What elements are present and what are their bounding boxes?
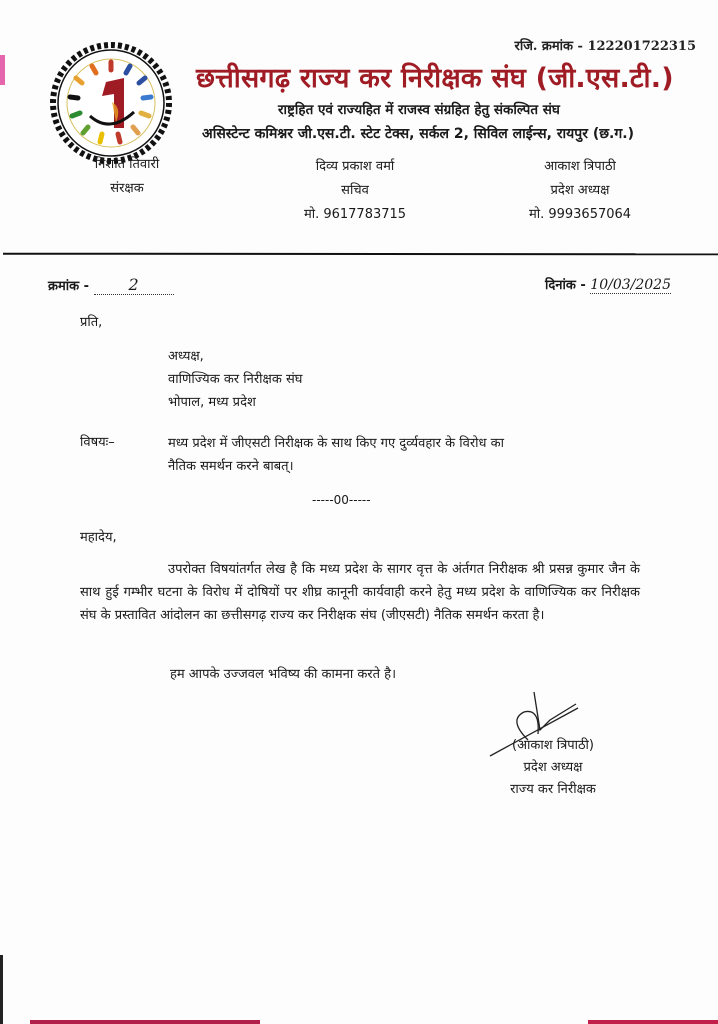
closing-line: हम आपके उज्जवल भविष्य की कामना करते है। — [170, 667, 396, 682]
subject-line: नैतिक समर्थन करने बाबत्। — [168, 459, 294, 474]
header-divider — [3, 253, 718, 256]
letter-date — [545, 275, 671, 294]
officer-role: संरक्षक — [110, 181, 144, 196]
union-emblem-logo-icon — [50, 42, 172, 164]
officer-secretary — [285, 155, 425, 227]
subject-line: मध्य प्रदेश में जीएसटी निरीक्षक के साथ किए गए दुर्व्यवहार के विरोध का — [168, 436, 504, 451]
officer-name: दिव्य प्रकाश वर्मा — [315, 159, 395, 174]
registration-number: रजि. क्रमांक - 122201722315 — [514, 39, 696, 54]
date-label: दिनांक - — [545, 278, 586, 293]
organization-motto: राष्ट्रहित एवं राज्यहित में राजस्व संग्रहित हेतु संकल्पित संघ — [278, 102, 560, 118]
scan-edge-mark — [588, 1020, 718, 1024]
signatory-name: (आकाश त्रिपाठी) — [512, 738, 594, 753]
subject-label: विषयः– — [80, 435, 115, 450]
addressee-block — [168, 345, 302, 414]
signatory-organization: राज्य कर निरीक्षक — [510, 782, 596, 797]
paragraph-text: उपरोक्त विषयांतर्गत लेख है कि मध्य प्रदेश के सागर वृत्त के अंर्तगत निरीक्षक श्री प्रसन्न कुमार जैन के साथ हुई गम्भीर घटना के विरोध में दोषियों पर शीघ्र कानूनी कार्यवाही करने हेतु मध्य प्रदेश के वाणिज्यिक कर निरीक्षक संघ के प्रस्तावित आंदोलन का छत्तीसगढ़ राज्य कर निरीक्षक संघ (जीएसटी) नैतिक समर्थन करता है। — [80, 562, 640, 623]
scan-edge-mark — [0, 955, 3, 1024]
reference-value: 2 — [94, 275, 174, 295]
officer-name: आकाश त्रिपाठी — [544, 159, 616, 174]
organization-title: छत्तीसगढ़ राज्य कर निरीक्षक संघ (जी.एस.टी.) — [196, 63, 674, 94]
officer-patron — [82, 153, 172, 201]
scan-edge-mark — [0, 55, 5, 85]
officer-phone: मो. 9993657064 — [528, 207, 632, 222]
addressee-line: अध्यक्ष, — [168, 349, 204, 364]
scan-edge-mark — [30, 1020, 260, 1024]
section-divider: -----00----- — [312, 493, 371, 507]
signatory-block — [478, 735, 628, 801]
officer-role: सचिव — [341, 183, 369, 198]
signatory-designation: प्रदेश अध्यक्ष — [523, 760, 583, 775]
date-value: 10/03/2025 — [590, 277, 671, 293]
addressee-line: भोपाल, मध्य प्रदेश — [168, 395, 256, 410]
officer-name: निशांत तिवारी — [94, 157, 160, 172]
salutation: महादेय, — [80, 530, 117, 545]
subject-text — [168, 432, 504, 478]
officer-president — [520, 155, 640, 227]
letter-body-paragraph — [80, 558, 640, 627]
reference-label: क्रमांक - — [48, 279, 90, 294]
reference-number — [48, 275, 174, 295]
officer-phone: मो. 9617783715 — [303, 207, 407, 222]
officer-role: प्रदेश अध्यक्ष — [550, 183, 610, 198]
to-label: प्रति, — [80, 315, 103, 330]
addressee-line: वाणिज्यिक कर निरीक्षक संघ — [168, 372, 303, 387]
organization-address: असिस्टेन्ट कमिश्नर जी.एस.टी. स्टेट टेक्स, सर्कल 2, सिविल लाईन्स, रायपुर (छ.ग.) — [202, 126, 634, 142]
